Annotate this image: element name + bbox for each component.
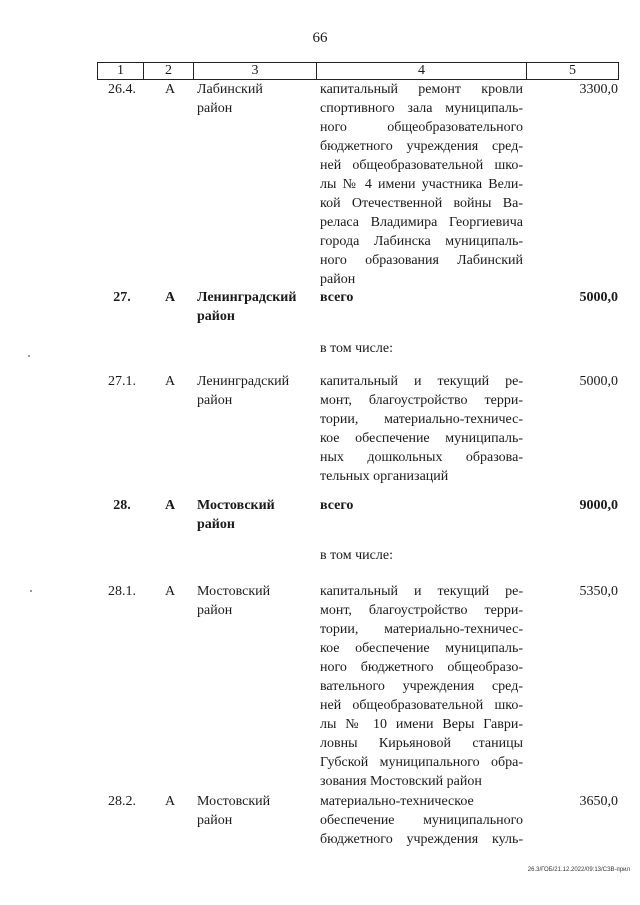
row-description [320,792,523,849]
desc-line: монт, благоустройство терри- [320,603,523,618]
row-description [320,582,523,791]
scan-artifact [30,590,32,592]
region-line: Ленинградский [197,374,290,389]
desc-line: материально-техническое [320,794,474,809]
desc-line: тории, материально-техничес- [320,622,523,637]
desc-line: Губской муниципального обра- [320,755,523,770]
row-amount: 3650,0 [579,794,618,809]
row-amount: 5350,0 [579,584,618,599]
row-number: 26.4. [108,82,136,97]
region-line: район [197,393,233,408]
desc-line: ней общеобразовательной шко- [320,158,523,173]
region-line: район [197,517,235,532]
column-header-3: 3 [194,63,317,79]
row-number: 28. [113,498,131,513]
region-line: Ленинградский [197,290,297,305]
region-line: район [197,813,233,828]
region-line: район [197,603,233,618]
row-description [320,288,523,307]
desc-line: зования Мостовский район [320,774,482,789]
document-footer-stamp: 26.3/ГОБ/21.12.2022/09:13/СЗВ-прил [527,867,630,873]
row-type: А [164,794,176,809]
row-type: А [164,374,176,389]
scan-artifact [28,355,30,357]
desc-line: монт, благоустройство терри- [320,393,523,408]
region-line: Мостовский [197,498,275,513]
region-line: Мостовский [197,584,271,599]
desc-line: бюджетного учреждения куль- [320,832,523,847]
subtotal-note: в том числе: [320,341,393,356]
desc-line: кое обеспечение муниципаль- [320,431,523,446]
row-description [320,372,523,486]
desc-line: капитальный и текущий ре- [320,584,523,599]
desc-line: лы № 4 имени участника Вели- [320,177,523,192]
desc-line: тории, материально-техничес- [320,412,523,427]
row-type: А [164,82,176,97]
row-region [197,80,312,118]
row-type: А [164,498,176,513]
desc-line: всего [320,498,354,513]
desc-line: капитальный ремонт кровли [320,82,523,97]
row-region [197,582,312,620]
column-header-4: 4 [317,63,527,79]
row-amount: 3300,0 [579,82,618,97]
row-number: 27.1. [108,374,136,389]
desc-line: реласа Владимира Георгиевича [320,215,523,230]
desc-line: лы № 10 имени Веры Гаври- [320,717,523,732]
row-description [320,496,523,515]
desc-line: ней общеобразовательной шко- [320,698,523,713]
desc-line: ного бюджетного общеобразо- [320,660,523,675]
subtotal-note: в том числе: [320,548,393,563]
row-region [197,288,312,326]
desc-line: ных дошкольных образова- [320,450,523,465]
row-amount: 5000,0 [579,290,618,305]
row-type: А [164,290,176,305]
page-number: 66 [312,30,328,46]
table-header [97,62,619,80]
desc-line: спортивного зала муниципаль- [320,101,523,116]
row-number: 28.1. [108,584,136,599]
desc-line: всего [320,290,354,305]
desc-line: города Лабинска муниципаль- [320,234,523,249]
desc-line: ного общеобразовательного [320,120,523,135]
row-region [197,792,312,830]
desc-line: обеспечение муниципального [320,813,523,828]
row-region [197,372,312,410]
desc-line: капитальный и текущий ре- [320,374,523,389]
row-amount: 5000,0 [579,374,618,389]
column-header-2: 2 [144,63,194,79]
desc-line: кое обеспечение муниципаль- [320,641,523,656]
row-type: А [164,584,176,599]
row-description [320,80,523,289]
desc-line: бюджетного учреждения сред- [320,139,523,154]
desc-line: вательного учреждения сред- [320,679,523,694]
region-line: район [197,309,235,324]
desc-line: кой Отечественной войны Ва- [320,196,523,211]
desc-line: район [320,272,356,287]
row-region [197,496,312,534]
row-number: 28.2. [108,794,136,809]
region-line: Лабинский [197,82,263,97]
desc-line: ловны Кирьяновой станицы [320,736,523,751]
column-header-5: 5 [569,63,576,78]
desc-line: ного образования Лабинский [320,253,523,268]
column-header-1: 1 [98,63,144,79]
row-number: 27. [113,290,131,305]
region-line: Мостовский [197,794,271,809]
desc-line: тельных организаций [320,469,449,484]
region-line: район [197,101,233,116]
row-amount: 9000,0 [579,498,618,513]
